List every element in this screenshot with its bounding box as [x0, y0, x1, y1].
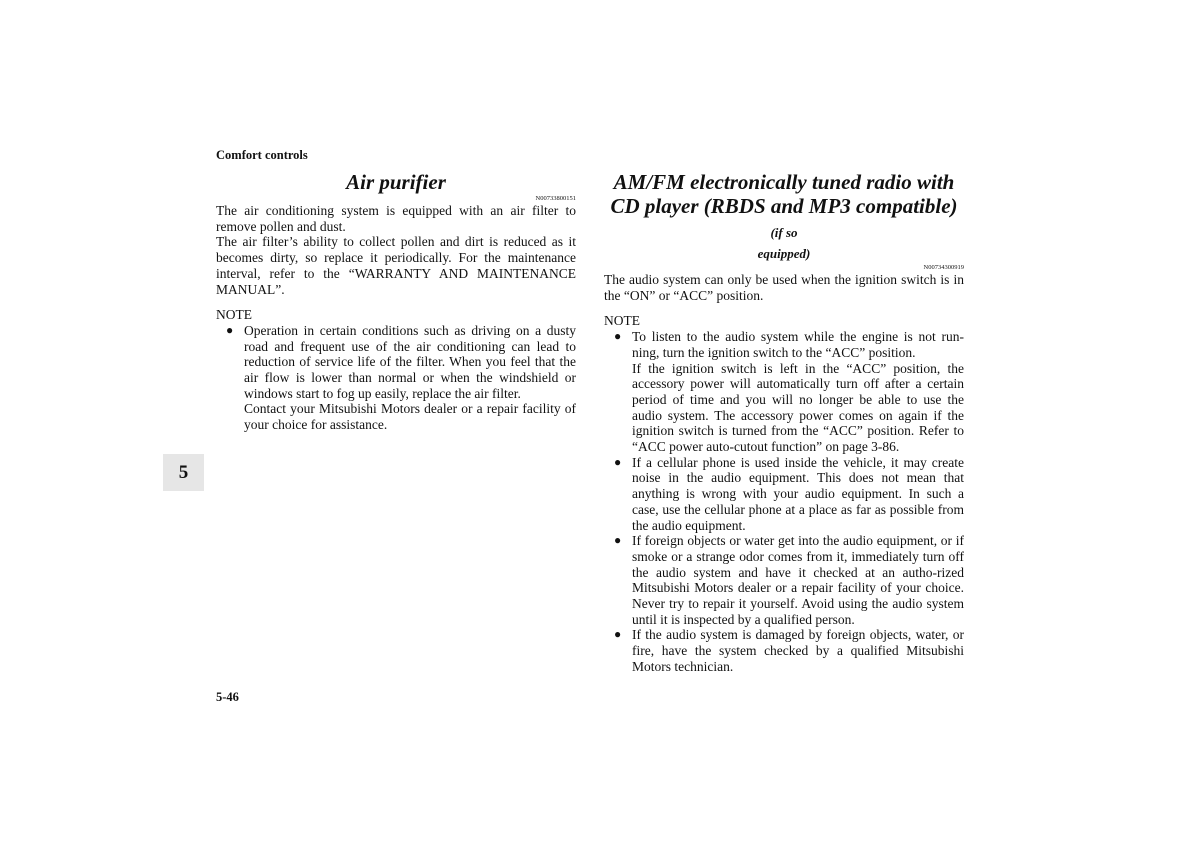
right-column [604, 170, 964, 675]
bullet-icon: ● [614, 329, 622, 344]
radio-heading-text: AM/FM electronically tuned radio with CD player (RBDS and MP3 compatible) [610, 170, 958, 218]
left-paragraph: The air conditioning system is equipped with an air filter to remove pollen and dust. [216, 203, 576, 234]
radio-heading [604, 170, 964, 263]
note-item [216, 323, 576, 433]
note-item-text: Contact your Mitsubishi Motors dealer or a repair facility of your choice for assistance. [244, 401, 576, 433]
left-paragraph: The air filter’s ability to collect pollen and dirt is reduced as it becomes dirty, so replace it periodically. For the maintenance interval, refer to the “WARRANTY AND MAINTENANCE MANUAL”. [216, 234, 576, 297]
left-column [216, 170, 576, 433]
note-item-text: To listen to the audio system while the engine is not run-ning, turn the ignition switch to the “ACC” position. [632, 329, 964, 360]
section-header: Comfort controls [216, 148, 308, 162]
note-item-text: If the ignition switch is left in the “ACC” position, the accessory power will automatically turn off after a certain period of time and you will no longer be able to use the audio system. The accessory power comes on again if the ignition switch is turned from the “ACC” position. Refer to “ACC power auto-cutout function” on page 3-86. [632, 360, 964, 455]
note-item-text: If a cellular phone is used inside the vehicle, it may create noise in the audio equipment. This does not mean that anything is wrong with your audio equipment. In such a case, use the cellular phone at a place as far as possible from the audio equipment. [632, 454, 964, 533]
note-item [604, 455, 964, 534]
bullet-icon: ● [614, 454, 622, 469]
note-item-text: If foreign objects or water get into the audio equipment, or if smoke or a strange odor comes from it, immediately turn off the audio system and have it checked at an autho-rized Mitsubishi Motors dealer or a repair facility of your choice. Never try to repair it yourself. Avoid using the audio system until it is inspected by a qualified person. [632, 533, 964, 627]
right-ref-code: N00734300919 [923, 264, 964, 271]
right-paragraph: The audio system can only be used when the ignition switch is in the “ON” or “ACC” position. [604, 272, 964, 303]
air-purifier-heading: Air purifier [346, 170, 446, 194]
note-item [604, 627, 964, 674]
left-note-list [216, 323, 576, 433]
note-item-text: If the audio system is damaged by foreign objects, water, or fire, have the system checked by a qualified Mitsubishi Motors technician. [632, 627, 964, 674]
note-item-text: Operation in certain conditions such as driving on a dusty road and frequent use of the air conditioning can lead to reduction of service life of the filter. When you feel that the air flow is lower than normal or when the windshield or windows start to fog up easily, replace the air filter. [244, 322, 576, 401]
note-item [604, 533, 964, 627]
bullet-icon: ● [614, 533, 622, 548]
chapter-tab: 5 [163, 454, 204, 491]
note-item [604, 329, 964, 455]
left-note-label: NOTE [216, 307, 252, 323]
right-note-label: NOTE [604, 313, 640, 329]
bullet-icon: ● [226, 322, 234, 337]
radio-heading-qualifier: (if so [770, 225, 798, 240]
left-ref-code: N00733800151 [535, 195, 576, 202]
radio-heading-qualifier: equipped) [757, 246, 811, 261]
right-note-list [604, 329, 964, 674]
page-number: 5-46 [216, 690, 239, 704]
bullet-icon: ● [614, 627, 622, 642]
